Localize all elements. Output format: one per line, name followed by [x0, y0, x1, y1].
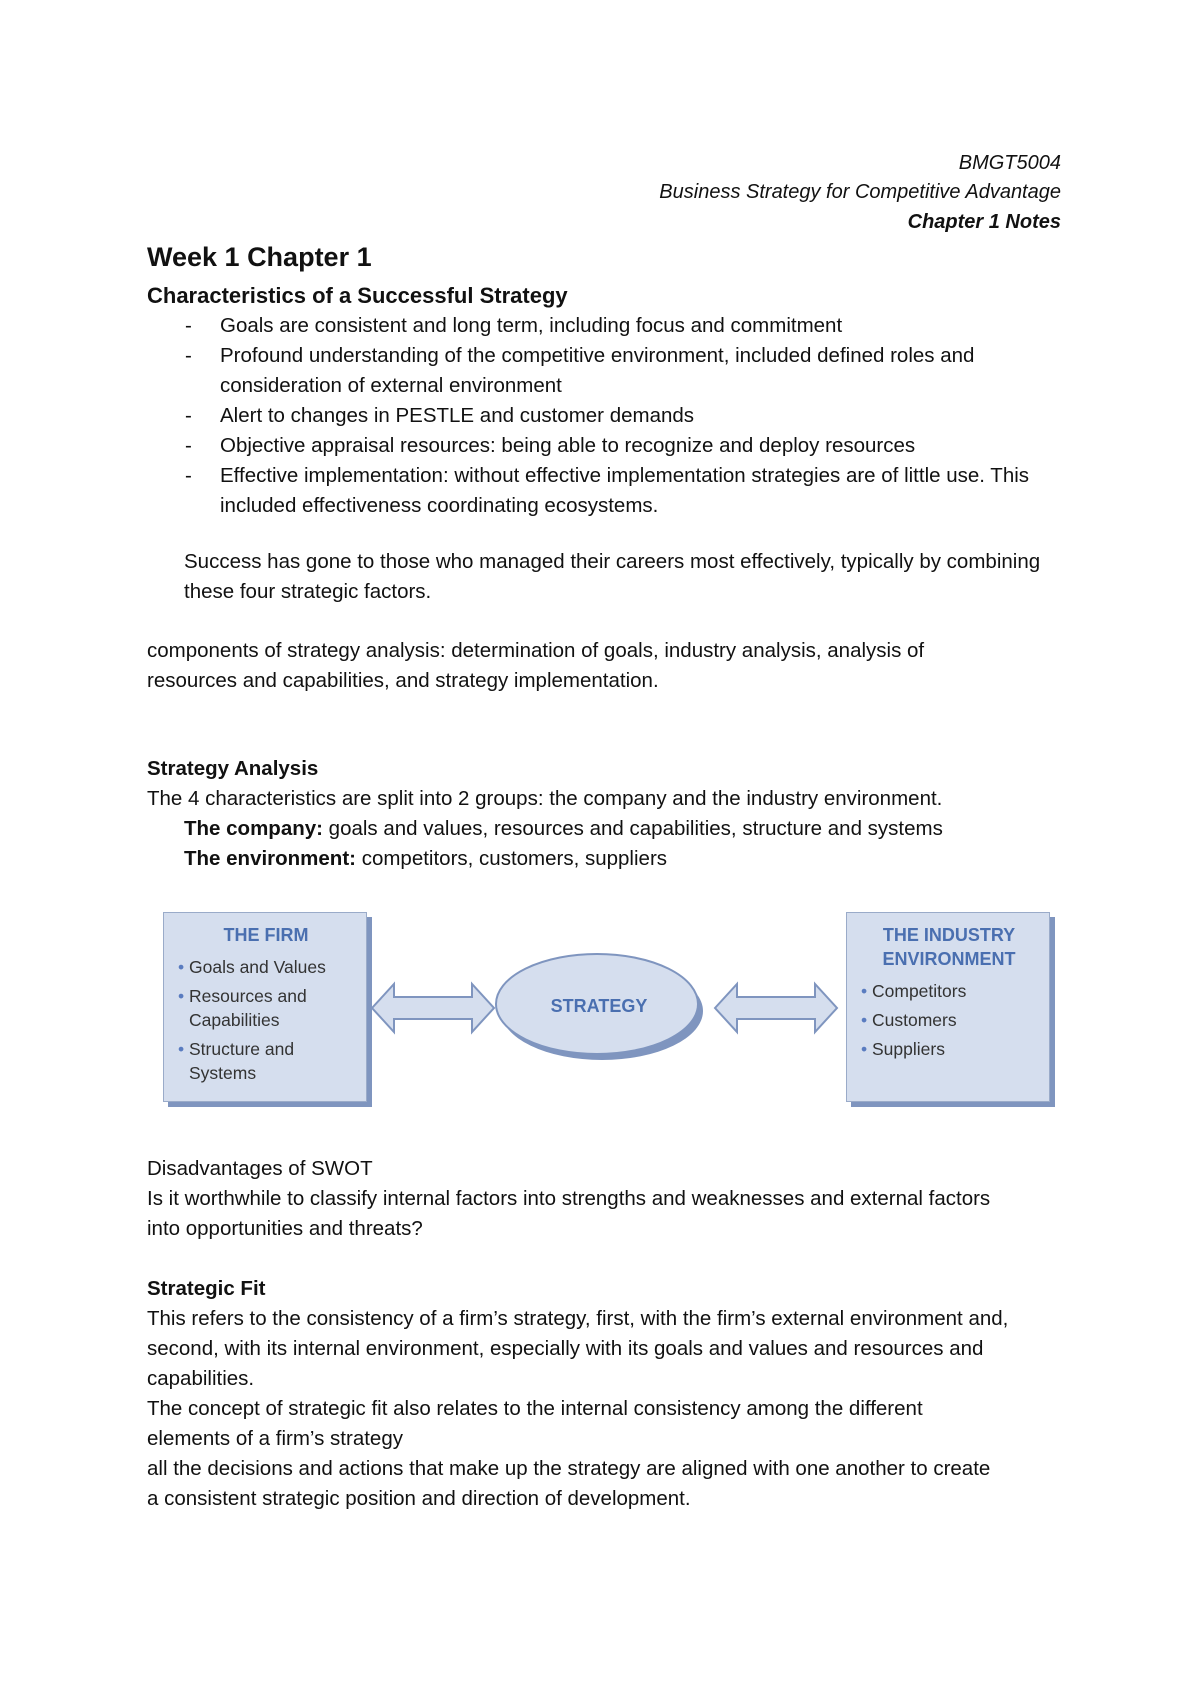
- list-item: - Goals are consistent and long term, including focus and commitment: [147, 311, 1067, 341]
- list-item: - Objective appraisal resources: being able to recognize and deploy resources: [147, 431, 1067, 461]
- company-line: [147, 814, 1104, 844]
- strategic-fit-p3: all the decisions and actions that make up the strategy are aligned with one another to create a consistent strategic position and direction of development.: [147, 1457, 991, 1510]
- strategy-analysis-heading: Strategy Analysis: [147, 757, 319, 780]
- double-arrow-right-icon: [713, 978, 839, 1038]
- strategy-analysis-intro: The 4 characteristics are split into 2 groups: the company and the industry environment.: [147, 787, 943, 810]
- industry-item: • Suppliers: [861, 1037, 1037, 1061]
- environment-text: competitors, customers, suppliers: [356, 847, 668, 870]
- industry-box: [846, 912, 1050, 1102]
- firm-item: • Goals and Values: [178, 955, 354, 979]
- list-item: - Profound understanding of the competitive environment, included defined roles and consideration of external environment: [147, 341, 1067, 401]
- industry-item: • Competitors: [861, 979, 1037, 1003]
- strategy-label: STRATEGY: [550, 996, 648, 1016]
- environment-line: [147, 844, 1104, 874]
- firm-item: • Resources and Capabilities: [178, 984, 354, 1032]
- swot-heading: Disadvantages of SWOT: [147, 1157, 373, 1180]
- industry-item: • Customers: [861, 1008, 1037, 1032]
- strategic-fit-heading: Strategic Fit: [147, 1277, 266, 1300]
- swot-text: Is it worthwhile to classify internal factors into strengths and weaknesses and external factors into opportunities and threats?: [147, 1187, 991, 1240]
- success-note: Success has gone to those who managed their careers most effectively, typically by combining these four strategic factors.: [184, 550, 1041, 603]
- components-note: components of strategy analysis: determination of goals, industry analysis, analysis of resources and capabilities, and strategy implementation.: [147, 639, 925, 692]
- list-item: - Alert to changes in PESTLE and customer demands: [147, 401, 1067, 431]
- company-label: The company:: [184, 817, 323, 840]
- company-text: goals and values, resources and capabilities, structure and systems: [322, 817, 943, 840]
- strategic-fit-p2: The concept of strategic fit also relates to the internal consistency among the different elements of a firm’s strategy: [147, 1397, 923, 1450]
- industry-list: [861, 979, 1037, 1061]
- firm-list: [178, 955, 354, 1085]
- environment-label: The environment:: [184, 847, 356, 870]
- notes-label: Chapter 1 Notes: [907, 211, 1061, 233]
- firm-title: THE FIRM: [223, 925, 309, 945]
- page-title: Week 1 Chapter 1: [147, 242, 372, 272]
- characteristics-list: [147, 311, 1067, 521]
- firm-box: [163, 912, 367, 1102]
- strategy-diagram: [163, 912, 1051, 1108]
- course-title: Business Strategy for Competitive Advantage: [659, 181, 1061, 203]
- firm-item: • Structure and Systems: [178, 1037, 354, 1085]
- strategic-fit-p1: This refers to the consistency of a firm’s strategy, first, with the firm’s external environment and, second, with its internal environment, especially with its goals and values and resources and capabilities.: [147, 1307, 1009, 1390]
- list-item: - Effective implementation: without effective implementation strategies are of little use. This included effectiveness coordinating ecosystems.: [147, 461, 1067, 521]
- industry-title: THE INDUSTRY ENVIRONMENT: [882, 925, 1016, 969]
- section-heading-characteristics: Characteristics of a Successful Strategy: [147, 283, 568, 308]
- course-code: BMGT5004: [958, 152, 1061, 174]
- double-arrow-left-icon: [370, 978, 496, 1038]
